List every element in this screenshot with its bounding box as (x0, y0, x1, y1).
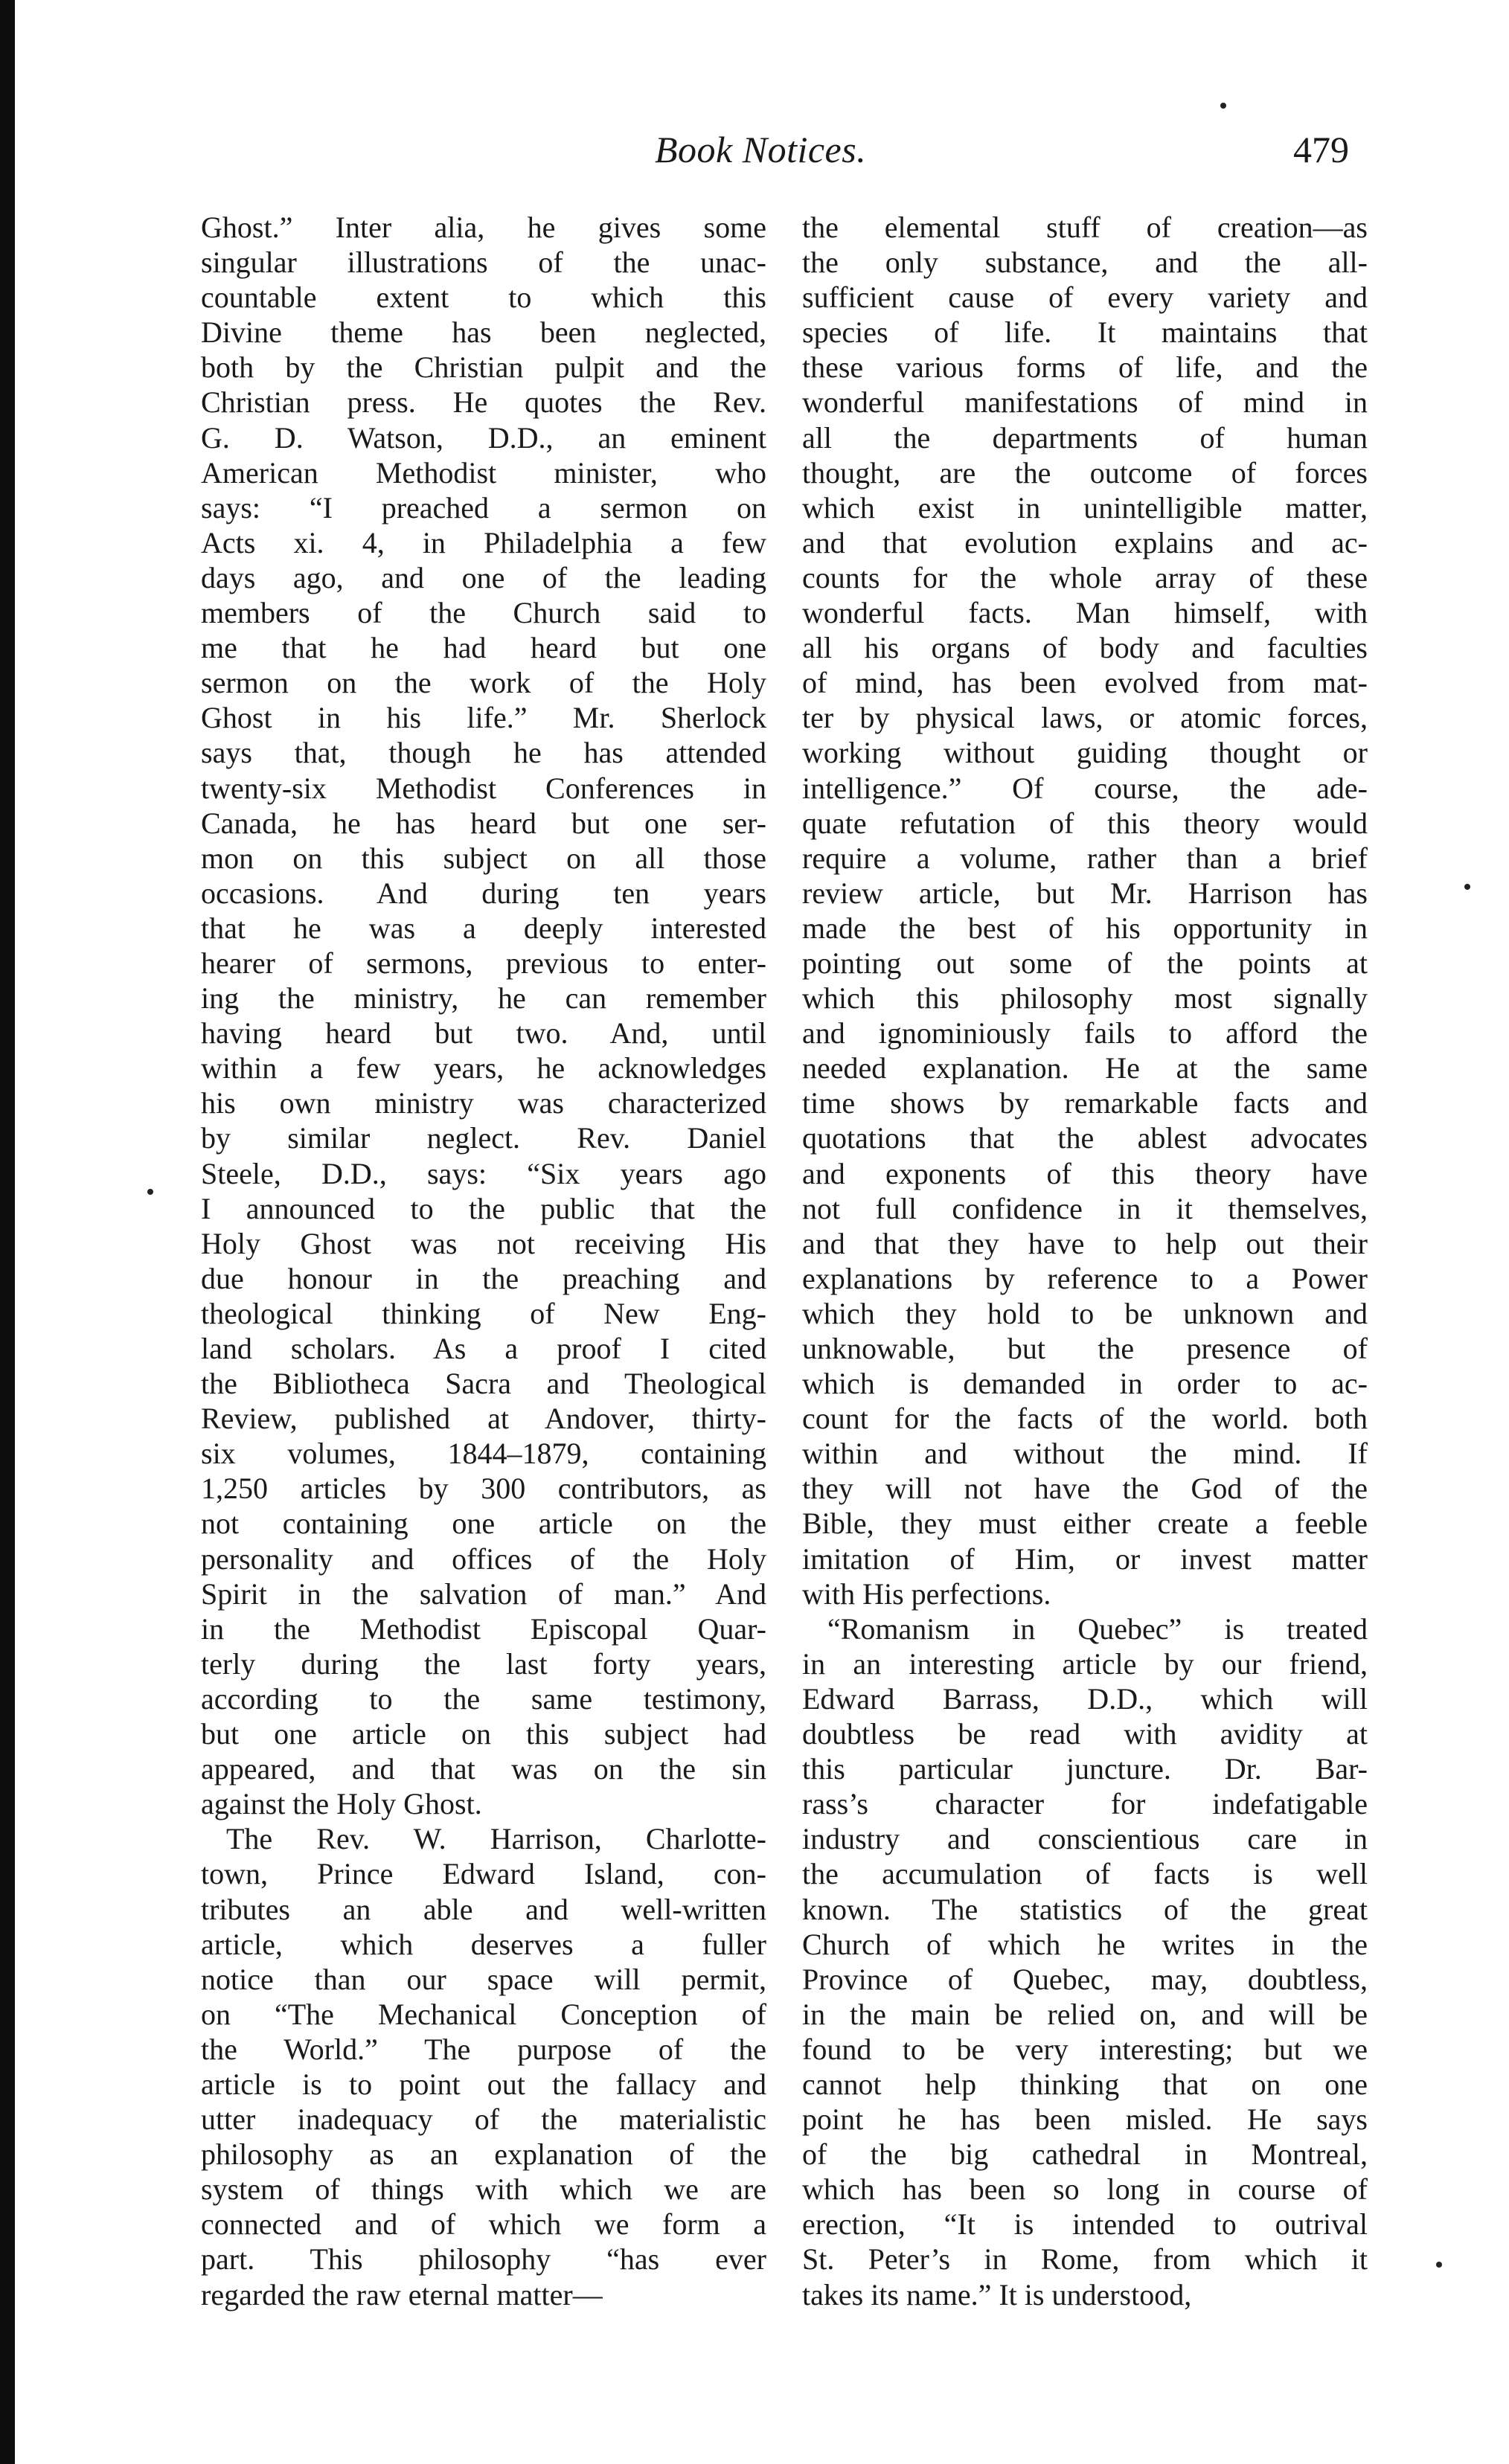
ink-speck (1436, 2262, 1442, 2268)
text-line: working without guiding thought or (802, 736, 1368, 770)
text-line: against the Holy Ghost. (201, 1787, 482, 1821)
text-line: having heard but two. And, until (201, 1016, 766, 1050)
text-line: Christian press. He quotes the Rev. (201, 385, 766, 420)
text-line: in the main be relied on, and will be (802, 1997, 1368, 2031)
text-line: Spirit in the salvation of man.” And (201, 1576, 766, 1611)
text-line: needed explanation. He at the same (802, 1051, 1368, 1085)
text-line: Church of which he writes in the (802, 1927, 1368, 1961)
text-line: American Methodist minister, who (201, 455, 766, 490)
text-line: sufficient cause of every variety and (802, 280, 1368, 315)
text-line: but one article on this subject had (201, 1717, 766, 1751)
text-line: ter by physical laws, or atomic forces, (802, 701, 1368, 735)
text-line: that he was a deeply interested (201, 911, 766, 945)
text-line: Review, published at Andover, thirty- (201, 1402, 766, 1436)
text-line: all the departments of human (802, 420, 1368, 455)
text-line: not containing one article on the (201, 1507, 766, 1541)
text-line: the accumulation of facts is well (802, 1857, 1368, 1891)
text-line: counts for the whole array of these (802, 560, 1368, 594)
text-line: days ago, and one of the leading (201, 560, 766, 594)
text-line: within and without the mind. If (802, 1437, 1368, 1471)
text-line: not full confidence in it themselves, (802, 1191, 1368, 1225)
text-line: species of life. It maintains that (802, 315, 1368, 350)
text-line: regarded the raw eternal matter— (201, 2277, 603, 2311)
text-line: appeared, and that was on the sin (201, 1752, 766, 1786)
page-number: 479 (1293, 129, 1349, 170)
text-line: occasions. And during ten years (201, 876, 766, 910)
text-line: takes its name.” It is understood, (802, 2277, 1192, 2311)
text-line: mon on this subject on all those (201, 841, 766, 875)
text-line: all his organs of body and faculties (802, 631, 1368, 665)
text-line: theological thinking of New Eng- (201, 1296, 766, 1330)
text-line: count for the facts of the world. both (802, 1402, 1368, 1436)
text-line: G. D. Watson, D.D., an eminent (201, 420, 766, 455)
text-line: ing the ministry, he can remember (201, 981, 766, 1016)
text-line: terly during the last forty years, (201, 1646, 766, 1681)
text-line: in the Methodist Episcopal Quar- (201, 1611, 766, 1646)
text-line: require a volume, rather than a brief (802, 841, 1368, 875)
right-text-column (802, 210, 1368, 2312)
running-title: Book Notices. (655, 129, 867, 170)
text-line: Canada, he has heard but one ser- (201, 806, 766, 840)
text-line: 1,250 articles by 300 contributors, as (201, 1472, 766, 1506)
text-line: and exponents of this theory have (802, 1156, 1368, 1190)
text-line: the elemental stuff of creation—as (802, 211, 1368, 244)
text-line: they will not have the God of the (802, 1472, 1368, 1506)
text-line: industry and conscientious care in (802, 1822, 1368, 1856)
text-line: Holy Ghost was not receiving His (201, 1226, 766, 1260)
text-line: which has been so long in course of (802, 2172, 1368, 2207)
text-line: Province of Quebec, may, doubtless, (802, 1962, 1368, 1996)
text-line: me that he had heard but one (201, 631, 766, 665)
text-line: his own ministry was characterized (201, 1086, 766, 1120)
text-line: made the best of his opportunity in (802, 911, 1368, 945)
text-line: town, Prince Edward Island, con- (201, 1857, 766, 1891)
text-line: with His perfections. (802, 1576, 1051, 1611)
text-line: which exist in unintelligible matter, (802, 490, 1368, 524)
text-line: according to the same testimony, (201, 1681, 766, 1716)
text-line: twenty-six Methodist Conferences in (201, 771, 766, 805)
text-line: Steele, D.D., says: “Six years ago (201, 1156, 766, 1190)
text-line: imitation of Him, or invest matter (802, 1541, 1368, 1576)
text-line: erection, “It is intended to outrival (802, 2207, 1368, 2242)
left-text-column (201, 210, 766, 2312)
text-line: both by the Christian pulpit and the (201, 350, 766, 385)
text-line: sermon on the work of the Holy (201, 666, 766, 700)
ink-speck (1464, 884, 1470, 890)
text-line: quotations that the ablest advocates (802, 1121, 1368, 1155)
page-edge-rule (0, 0, 15, 2464)
text-line: St. Peter’s in Rome, from which it (802, 2242, 1368, 2277)
text-line: tributes an able and well-written (201, 1892, 766, 1926)
text-line: pointing out some of the points at (802, 946, 1368, 980)
ink-speck (147, 1189, 153, 1195)
text-line: cannot help thinking that on one (802, 2067, 1368, 2101)
text-line: and that evolution explains and ac- (802, 525, 1368, 559)
text-line: and that they have to help out their (802, 1226, 1368, 1260)
text-line: connected and of which we form a (201, 2207, 766, 2242)
text-line: of mind, has been evolved from mat- (802, 666, 1368, 700)
text-line: doubtless be read with avidity at (802, 1717, 1368, 1751)
text-line: wonderful facts. Man himself, with (802, 596, 1368, 630)
text-line: unknowable, but the presence of (802, 1332, 1368, 1365)
text-line: article, which deserves a fuller (201, 1927, 766, 1961)
text-line: point he has been misled. He says (802, 2102, 1368, 2137)
text-line: says: “I preached a sermon on (201, 490, 766, 524)
text-line: this particular juncture. Dr. Bar- (802, 1752, 1368, 1786)
text-line: on “The Mechanical Conception of (201, 1997, 766, 2031)
text-line: I announced to the public that the (201, 1191, 766, 1225)
text-line: notice than our space will permit, (201, 1962, 766, 1996)
text-line: members of the Church said to (201, 596, 766, 630)
text-line: the World.” The purpose of the (201, 2032, 766, 2066)
text-line: Bible, they must either create a feeble (802, 1507, 1368, 1541)
text-line: countable extent to which this (201, 280, 766, 315)
text-line: rass’s character for indefatigable (802, 1787, 1368, 1821)
text-line: explanations by reference to a Power (802, 1261, 1368, 1295)
text-line: quate refutation of this theory would (802, 806, 1368, 840)
text-line: Divine theme has been neglected, (201, 315, 766, 350)
text-line: the only substance, and the all- (802, 246, 1368, 280)
text-line: article is to point out the fallacy and (201, 2067, 766, 2101)
ink-speck (1220, 103, 1226, 109)
text-line: which is demanded in order to ac- (802, 1367, 1368, 1401)
text-line: due honour in the preaching and (201, 1261, 766, 1295)
text-line: Edward Barrass, D.D., which will (802, 1681, 1368, 1716)
text-line: “Romanism in Quebec” is treated (827, 1611, 1368, 1646)
text-line: which this philosophy most signally (802, 981, 1368, 1016)
text-line: in an interesting article by our friend, (802, 1646, 1368, 1681)
text-line: personality and offices of the Holy (201, 1541, 766, 1576)
text-line: by similar neglect. Rev. Daniel (201, 1121, 766, 1155)
text-line: review article, but Mr. Harrison has (802, 876, 1368, 910)
text-line: singular illustrations of the unac- (201, 246, 766, 280)
text-line: Acts xi. 4, in Philadelphia a few (201, 525, 766, 559)
text-line: system of things with which we are (201, 2172, 766, 2207)
text-line: six volumes, 1844–1879, containing (201, 1437, 766, 1471)
text-line: The Rev. W. Harrison, Charlotte- (226, 1822, 766, 1856)
text-line: which they hold to be unknown and (802, 1296, 1368, 1330)
text-line: part. This philosophy “has ever (201, 2242, 766, 2277)
text-line: utter inadequacy of the materialistic (201, 2102, 766, 2137)
text-line: philosophy as an explanation of the (201, 2137, 766, 2172)
text-line: hearer of sermons, previous to enter- (201, 946, 766, 980)
text-line: Ghost in his life.” Mr. Sherlock (201, 701, 766, 735)
text-line: of the big cathedral in Montreal, (802, 2137, 1368, 2172)
text-line: found to be very interesting; but we (802, 2032, 1368, 2066)
text-line: these various forms of life, and the (802, 350, 1368, 385)
text-line: known. The statistics of the great (802, 1892, 1368, 1926)
text-line: within a few years, he acknowledges (201, 1051, 766, 1085)
text-line: and ignominiously fails to afford the (802, 1016, 1368, 1050)
text-line: Ghost.” Inter alia, he gives some (201, 211, 766, 244)
text-line: says that, though he has attended (201, 736, 766, 770)
text-line: thought, are the outcome of forces (802, 455, 1368, 490)
text-line: the Bibliotheca Sacra and Theological (201, 1367, 766, 1401)
text-line: time shows by remarkable facts and (802, 1086, 1368, 1120)
text-line: wonderful manifestations of mind in (802, 385, 1368, 420)
text-line: land scholars. As a proof I cited (201, 1332, 766, 1365)
text-line: intelligence.” Of course, the ade- (802, 771, 1368, 805)
